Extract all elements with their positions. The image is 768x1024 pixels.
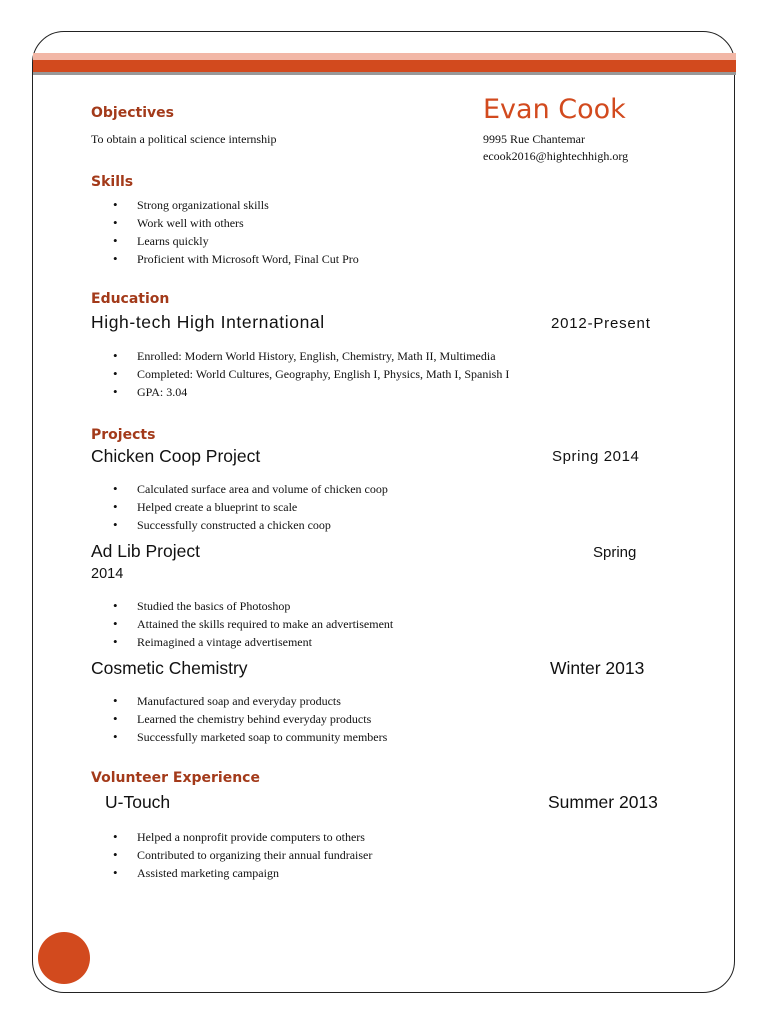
list-item: • Successfully marketed soap to community members <box>91 728 387 746</box>
list-item: • Contributed to organizing their annual fundraiser <box>91 846 372 864</box>
resume-name: Evan Cook <box>483 94 626 125</box>
project-date: Spring <box>593 544 637 561</box>
list-item: • Helped a nonprofit provide computers to others <box>91 828 372 846</box>
list-item: • Helped create a blueprint to scale <box>91 498 388 516</box>
list-item: • Enrolled: Modern World History, English, Chemistry, Math II, Multimedia <box>91 347 509 365</box>
project-date: Spring 2014 <box>552 448 640 465</box>
list-item: • Strong organizational skills <box>91 196 359 214</box>
project-title: Cosmetic Chemistry <box>91 658 248 678</box>
contact-email[interactable]: ecook2016@hightechhigh.org <box>483 149 629 163</box>
skills-list <box>91 196 359 268</box>
education-heading: Education <box>91 291 170 307</box>
volunteer-date: Summer 2013 <box>548 792 658 812</box>
skills-heading: Skills <box>91 174 134 190</box>
projects-heading: Projects <box>91 427 156 443</box>
list-item: • Work well with others <box>91 214 359 232</box>
list-item: • Assisted marketing campaign <box>91 864 372 882</box>
volunteer-list <box>91 828 372 882</box>
list-item: • Studied the basics of Photoshop <box>91 597 393 615</box>
list-item: • Successfully constructed a chicken coop <box>91 516 388 534</box>
objectives-text: To obtain a political science internship <box>91 132 277 146</box>
volunteer-heading: Volunteer Experience <box>91 770 260 786</box>
list-item: • Proficient with Microsoft Word, Final Cut Pro <box>91 250 359 268</box>
project-date: Winter 2013 <box>550 658 645 678</box>
education-dates: 2012-Present <box>551 315 651 332</box>
list-item: • Reimagined a vintage advertisement <box>91 633 393 651</box>
project-items <box>91 692 387 746</box>
list-item: • Calculated surface area and volume of chicken coop <box>91 480 388 498</box>
list-item: • Completed: World Cultures, Geography, English I, Physics, Math I, Spanish I <box>91 365 509 383</box>
project-date-continued: 2014 <box>91 566 124 582</box>
header-band-light <box>33 53 736 60</box>
education-school: High-tech High International <box>91 312 325 332</box>
project-title: Ad Lib Project <box>91 541 200 561</box>
volunteer-org: U-Touch <box>105 792 171 812</box>
objectives-heading: Objectives <box>91 105 174 121</box>
header-band-gray <box>33 72 736 75</box>
project-items <box>91 597 393 651</box>
contact-address: 9995 Rue Chantemar <box>483 132 585 146</box>
decorative-circle <box>38 932 90 984</box>
education-list <box>91 347 509 401</box>
project-title: Chicken Coop Project <box>91 446 261 466</box>
list-item: • Attained the skills required to make an advertisement <box>91 615 393 633</box>
project-items <box>91 480 388 534</box>
list-item: • Manufactured soap and everyday products <box>91 692 387 710</box>
list-item: • GPA: 3.04 <box>91 383 509 401</box>
list-item: • Learned the chemistry behind everyday products <box>91 710 387 728</box>
list-item: • Learns quickly <box>91 232 359 250</box>
header-band-accent <box>33 60 736 72</box>
